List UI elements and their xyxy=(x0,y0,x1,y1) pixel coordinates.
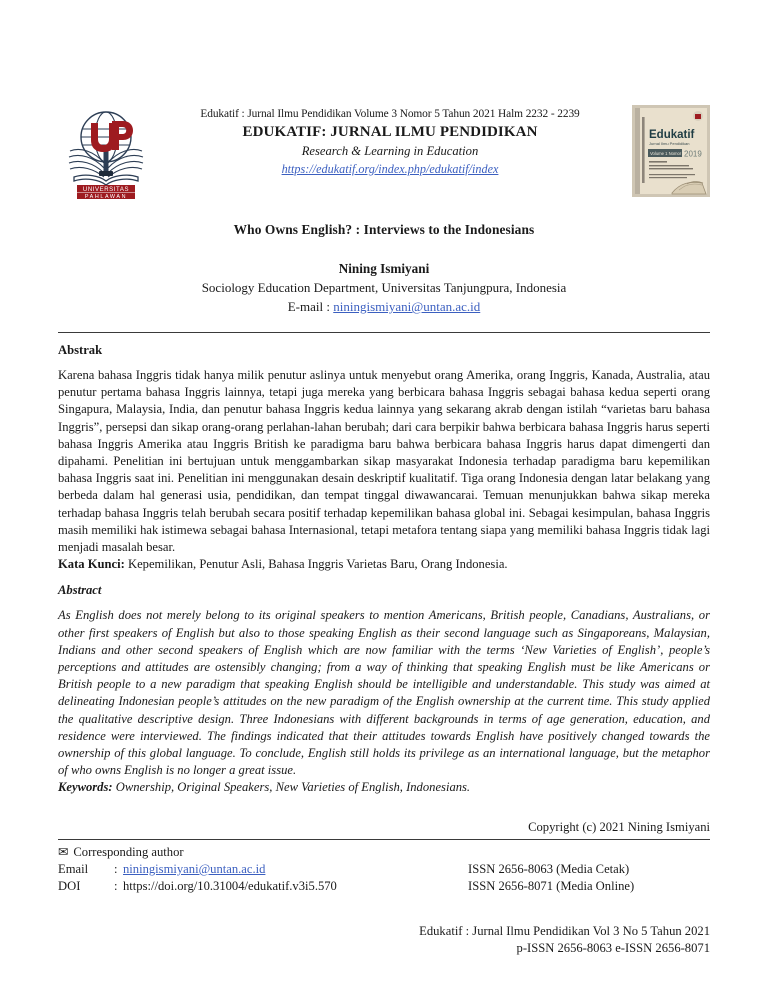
doi-colon: : xyxy=(114,879,118,894)
author-email-label: E-mail : xyxy=(287,299,334,314)
journal-cover xyxy=(626,105,710,197)
email-value-cell xyxy=(123,861,468,878)
issn-print: ISSN 2656-8063 (Media Cetak) xyxy=(468,862,630,876)
copyright-line: Copyright (c) 2021 Nining Ismiyani xyxy=(528,819,710,834)
journal-footer-issn-line: p-ISSN 2656-8063 e-ISSN 2656-8071 xyxy=(516,941,710,956)
keywords-value: Ownership, Original Speakers, New Varieties of English, Indonesians. xyxy=(112,780,471,795)
issn-online: ISSN 2656-8071 (Media Online) xyxy=(468,879,635,894)
journal-tagline: Research & Learning in Education xyxy=(301,144,479,158)
logo-banner-line2: PAHLAWAN xyxy=(84,194,128,199)
author-email-line xyxy=(58,298,710,316)
journal-cover-thumbnail-icon xyxy=(632,105,710,197)
universitas-pahlawan-logo-icon xyxy=(60,107,152,199)
footer-divider xyxy=(58,839,710,840)
cover-volume: Volume 1 Nomor 1 xyxy=(650,151,685,156)
header-divider xyxy=(58,332,710,333)
envelope-icon: ✉ xyxy=(58,844,69,859)
abstrak-heading: Abstrak xyxy=(58,343,103,357)
journal-title: EDUKATIF: JURNAL ILMU PENDIDIKAN xyxy=(242,124,538,140)
doi-value[interactable]: https://doi.org/10.31004/edukatif.v3i5.570 xyxy=(123,879,337,894)
email-colon: : xyxy=(114,862,118,876)
footer-email-link[interactable]: niningismiyani@untan.ac.id xyxy=(123,862,266,876)
keywords-label: Keywords: xyxy=(58,780,113,795)
journal-footer-block xyxy=(58,923,710,958)
abstrak-body: Karena bahasa Inggris tidak hanya milik penutur aslinya untuk menyebut orang Amerika, orang Inggris, Kanada, Australia, atau penutur pertama bahasa Inggris lainnya, tetapi juga mereka yang berbicara bahasa Inggris sebagai bahasa kedua seperti orang Singapura, Malaysia, India, dan penutur bahasa Inggris kedua lainnya yang sekarang akrab dengan istilah “varietas baru bahasa Inggris”, persepsi dan sikap orang-orang perlahan-lahan berubah; dari cara berpikir bahwa berbicara bahasa Inggris harus seperti bahasa Inggris Amerika atau Inggris British ke paradigma baru bahwa berbicara bahasa Inggris harus dapat dimengerti dan dipahami. Penelitian ini bertujuan untuk menggambarkan sikap masyarakat Indonesia terhadap paradigma baru kepemilikan bahasa Inggris saat ini. Penelitian ini menggunakan desain deskriptif kualitatif. Tiga orang Indonesia dengan latar belakang yang berbeda dalam hal generasi usia, pendidikan, dan tempat tinggal diwawancarai. Temuan menunjukkan bahwa sikap mereka terhadap bahasa Inggris telah berubah secara positif terhadap kepemilikan bahasa global ini. Sebagai kesimpulan, bahasa Inggris masih memiliki hak istimewa sebagai bahasa Internasional, tetapi metafora tentang siapa yang memiliki bahasa Inggris tidak lagi menjadi masalah besar. xyxy=(58,368,710,555)
masthead xyxy=(58,105,710,201)
page-footer xyxy=(58,819,710,958)
cover-year: 2019 xyxy=(684,149,702,159)
email-key: Email xyxy=(58,862,89,876)
abstract-heading: Abstract xyxy=(58,583,102,598)
author-block xyxy=(58,260,710,316)
table-row xyxy=(58,878,710,895)
page-title: Who Owns English? : Interviews to the Indonesians xyxy=(233,222,535,237)
abstract-body: As English does not merely belong to its original speakers to mention Americans, British people, Canadians, Australians, or other first speakers of English but also to those speaking English as their second language such as Singaporeans, Malaysian, Indians and other second speakers of English which are now familiar with the terms ‘New Varieties of English’, people’s perceptions and attitudes are ostensibly changing; from a way of thinking that speaking English must be like Americans or British people to a new paradigm that speaking English should be intelligible and understandable. This study was aimed at delineating Indonesian people’s attitudes on the new paradigm of the English ownership at the current time. This study applied the qualitative descriptive design. Three Indonesians with different backgrounds in terms of age generation, education, and residence were interviewed. The findings indicated that their attitudes towards English have positively changed towards the ownership of this global language. To conclude, English still holds its privilege as an international language, but the metaphor of who owns English is no longer a great issue. xyxy=(58,608,710,778)
journal-footer-line: Edukatif : Jurnal Ilmu Pendidikan Vol 3 No 5 Tahun 2021 xyxy=(419,923,710,938)
masthead-text xyxy=(154,105,626,178)
author-affiliation: Sociology Education Department, Universitas Tanjungpura, Indonesia xyxy=(201,280,567,295)
author-email-link[interactable]: niningismiyani@untan.ac.id xyxy=(333,299,481,314)
kata-kunci-value: Kepemilikan, Penutur Asli, Bahasa Inggris Varietas Baru, Orang Indonesia. xyxy=(124,557,508,572)
corresponding-author-row xyxy=(58,844,710,861)
cover-subtitle: Jurnal Ilmu Pendidikan xyxy=(649,141,690,146)
author-name: Nining Ismiyani xyxy=(338,261,430,276)
journal-citation-line: Edukatif : Jurnal Ilmu Pendidikan Volume 3 Nomor 5 Tahun 2021 Halm 2232 - 2239 xyxy=(200,108,580,120)
table-row xyxy=(58,861,710,878)
logo-banner-line1: UNIVERSITAS xyxy=(82,186,130,193)
corresponding-author-label: Corresponding author xyxy=(73,844,184,859)
journal-url-link[interactable]: https://edukatif.org/index.php/edukatif/index xyxy=(281,162,499,176)
kata-kunci-line xyxy=(58,556,710,573)
footer-meta-table xyxy=(58,861,710,896)
university-logo xyxy=(58,105,154,199)
doi-key: DOI xyxy=(58,879,81,894)
kata-kunci-label: Kata Kunci: xyxy=(58,557,125,572)
cover-title: Edukatif xyxy=(649,129,695,141)
keywords-line xyxy=(58,779,710,796)
